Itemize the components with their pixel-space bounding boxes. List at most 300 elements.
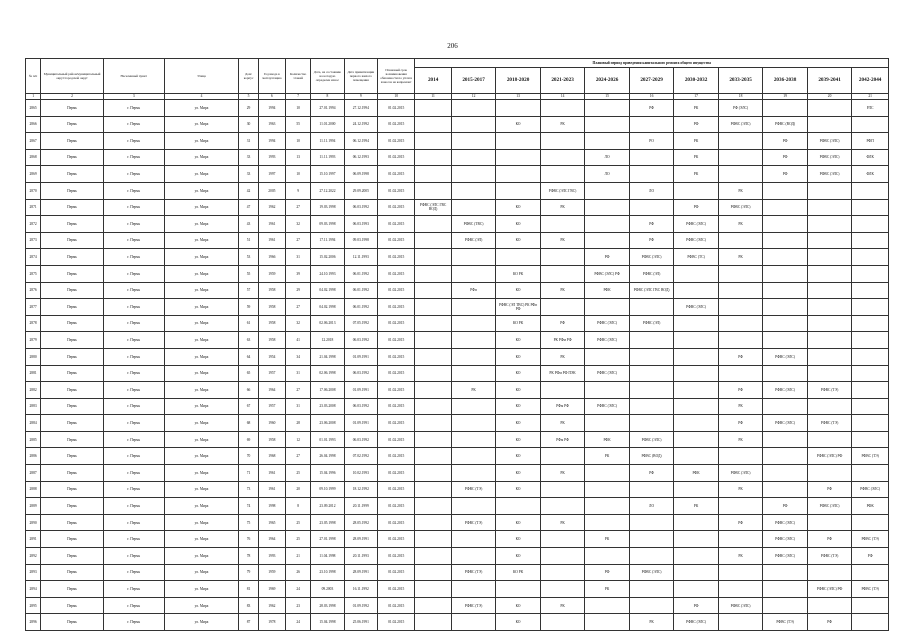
table-row: [26, 614, 889, 631]
table-cell: 28.09.1991: [344, 564, 377, 581]
table-cell: ЛО: [629, 498, 674, 515]
table-cell: 29.09.2005: [344, 182, 377, 199]
table-cell: ул. Мира: [164, 133, 239, 150]
table-cell: [415, 448, 451, 465]
table-cell: г. Пермь: [103, 597, 164, 614]
table-cell: [585, 299, 630, 316]
table-cell: [763, 199, 808, 216]
table-cell: РФВС (ЭЛС): [629, 431, 674, 448]
table-cell: 31: [285, 398, 310, 415]
table-cell: [451, 199, 496, 216]
table-cell: Пермь: [41, 332, 104, 349]
table-cell: [540, 166, 585, 183]
table-cell: 25: [285, 465, 310, 482]
column-header-10: Плановый срок возникновения обязанности по уплате взносов на капремонт: [378, 59, 415, 94]
table-cell: [718, 531, 763, 548]
table-cell: 33: [239, 149, 258, 166]
table-cell: [451, 182, 496, 199]
table-cell: РФВС (ЭЛС): [807, 149, 852, 166]
table-cell: [629, 548, 674, 565]
table-cell: Пермь: [41, 166, 104, 183]
table-cell: РК: [540, 232, 585, 249]
table-cell: ул. Мира: [164, 514, 239, 531]
table-cell: ул. Мира: [164, 149, 239, 166]
table-row: [26, 415, 889, 432]
table-cell: РК: [540, 514, 585, 531]
table-cell: РФ: [674, 597, 719, 614]
table-cell: 24: [285, 581, 310, 598]
table-cell: [763, 299, 808, 316]
table-cell: РФ (ЭЛС): [718, 100, 763, 117]
table-cell: [763, 232, 808, 249]
table-cell: ул. Мира: [164, 365, 239, 382]
table-cell: 1965: [258, 514, 285, 531]
column-header-6: Год ввода в эксплуатацию: [258, 59, 285, 94]
table-cell: 04.02.1998: [311, 299, 344, 316]
table-row: [26, 299, 889, 316]
table-cell: РФВС (ЭЛС): [852, 481, 889, 498]
table-cell: [451, 348, 496, 365]
table-cell: [451, 398, 496, 415]
table-cell: 15.10.1997: [311, 166, 344, 183]
table-cell: [807, 564, 852, 581]
table-cell: [763, 465, 808, 482]
table-row: [26, 249, 889, 266]
table-cell: РФ: [674, 116, 719, 133]
table-cell: [718, 232, 763, 249]
table-cell: [540, 581, 585, 598]
table-cell: [585, 498, 630, 515]
year-header-2042-2044: 2042-2044: [852, 68, 889, 94]
table-cell: [540, 481, 585, 498]
table-cell: Пермь: [41, 299, 104, 316]
table-cell: КО: [496, 332, 541, 349]
year-header-2014: 2014: [415, 68, 451, 94]
table-cell: РФ: [763, 166, 808, 183]
column-number: 21: [852, 94, 889, 100]
table-cell: 10.02.1993: [344, 465, 377, 482]
column-header-4: Улица: [164, 59, 239, 94]
table-cell: 20.11.1999: [344, 498, 377, 515]
table-cell: [415, 299, 451, 316]
table-cell: [807, 265, 852, 282]
table-cell: РК: [674, 166, 719, 183]
table-cell: 1960: [258, 415, 285, 432]
table-cell: РФ: [718, 415, 763, 432]
table-cell: РФВС (ЭЛС): [763, 348, 808, 365]
table-cell: [540, 133, 585, 150]
table-cell: г. Пермь: [103, 265, 164, 282]
table-row: [26, 149, 889, 166]
table-cell: [852, 365, 889, 382]
table-cell: ул. Мира: [164, 465, 239, 482]
table-cell: [585, 597, 630, 614]
table-cell: КО: [496, 465, 541, 482]
table-cell: 12.2018: [311, 332, 344, 349]
table-cell: 01.02.2015: [378, 265, 415, 282]
table-cell: 11.11.1993: [311, 149, 344, 166]
table-cell: [540, 564, 585, 581]
table-cell: 01.01.1993: [311, 431, 344, 448]
year-header-2036-2038: 2036-2038: [763, 68, 808, 94]
table-cell: 29: [285, 282, 310, 299]
table-cell: 23: [285, 597, 310, 614]
table-cell: 2874: [26, 249, 41, 266]
table-cell: ул. Мира: [164, 299, 239, 316]
table-cell: РФВС (ЭЛС): [629, 564, 674, 581]
table-cell: [807, 299, 852, 316]
table-cell: 01.02.2015: [378, 100, 415, 117]
table-cell: Пермь: [41, 116, 104, 133]
table-cell: 43: [239, 216, 258, 233]
table-cell: КО: [496, 531, 541, 548]
table-cell: [674, 431, 719, 448]
table-cell: 06.01.1992: [344, 282, 377, 299]
table-cell: [415, 498, 451, 515]
table-cell: 2887: [26, 465, 41, 482]
table-cell: Пермь: [41, 149, 104, 166]
table-cell: РК РФм РФ ПЭК: [540, 365, 585, 382]
table-row: [26, 431, 889, 448]
table-cell: РФВС (ТЭ): [852, 581, 889, 598]
table-cell: ул. Мира: [164, 398, 239, 415]
table-cell: [674, 365, 719, 382]
table-cell: [629, 348, 674, 365]
table-cell: 27: [285, 199, 310, 216]
table-cell: 1994: [258, 133, 285, 150]
table-cell: 1961: [258, 216, 285, 233]
table-cell: 01.02.2015: [378, 481, 415, 498]
column-header-8: Дата, на состоянию на которую определен износ: [311, 59, 344, 94]
table-cell: г. Пермь: [103, 415, 164, 432]
table-cell: [451, 365, 496, 382]
column-number: 15: [585, 94, 630, 100]
table-cell: г. Пермь: [103, 199, 164, 216]
table-cell: 1961: [258, 465, 285, 482]
table-cell: 1961: [258, 232, 285, 249]
table-cell: РФ: [585, 564, 630, 581]
table-cell: [807, 232, 852, 249]
table-cell: [496, 581, 541, 598]
table-cell: [763, 398, 808, 415]
table-cell: 87: [239, 614, 258, 631]
table-cell: КО: [496, 365, 541, 382]
table-row: [26, 448, 889, 465]
table-cell: 01.02.2015: [378, 133, 415, 150]
table-cell: 31: [239, 133, 258, 150]
table-cell: КО: [496, 282, 541, 299]
table-cell: [763, 431, 808, 448]
table-cell: [585, 216, 630, 233]
table-cell: Пермь: [41, 249, 104, 266]
table-cell: 2891: [26, 531, 41, 548]
table-cell: 2886: [26, 448, 41, 465]
table-cell: ул. Мира: [164, 431, 239, 448]
table-cell: 20.11.1993: [344, 548, 377, 565]
column-number: 18: [718, 94, 763, 100]
table-cell: [852, 398, 889, 415]
table-cell: [718, 265, 763, 282]
table-cell: 2873: [26, 232, 41, 249]
table-cell: Пермь: [41, 232, 104, 249]
table-cell: 10: [285, 166, 310, 183]
table-cell: ЛО: [585, 166, 630, 183]
column-number: 3: [103, 94, 164, 100]
table-cell: РФВС (ЭЛС): [585, 332, 630, 349]
table-cell: ул. Мира: [164, 597, 239, 614]
table-header: [26, 59, 889, 100]
table-cell: РФ: [718, 382, 763, 399]
table-cell: [585, 348, 630, 365]
table-cell: 24.12.1992: [344, 116, 377, 133]
year-header-2027-2029: 2027-2029: [629, 68, 674, 94]
table-cell: [718, 166, 763, 183]
table-cell: РФВС (ТЭ): [451, 481, 496, 498]
table-cell: ул. Мира: [164, 481, 239, 498]
table-cell: 1978: [258, 614, 285, 631]
table-cell: [415, 348, 451, 365]
table-cell: 2869: [26, 166, 41, 183]
table-cell: [674, 348, 719, 365]
table-cell: г. Пермь: [103, 564, 164, 581]
table-cell: Пермь: [41, 382, 104, 399]
table-cell: [540, 382, 585, 399]
table-cell: 59: [239, 299, 258, 316]
table-cell: 25.06.1991: [344, 614, 377, 631]
table-cell: 13: [285, 149, 310, 166]
table-cell: [807, 332, 852, 349]
table-cell: [629, 531, 674, 548]
table-cell: [585, 481, 630, 498]
table-cell: [585, 465, 630, 482]
table-cell: [807, 315, 852, 332]
table-cell: 25: [285, 514, 310, 531]
table-cell: РФВС (ЭЛС): [585, 365, 630, 382]
table-cell: 23.03.2008: [311, 398, 344, 415]
table-cell: 47: [239, 199, 258, 216]
table-cell: [451, 498, 496, 515]
table-cell: [852, 232, 889, 249]
table-cell: г. Пермь: [103, 149, 164, 166]
table-cell: ул. Мира: [164, 581, 239, 598]
table-cell: РФВС (ТЭ): [852, 531, 889, 548]
table-cell: [415, 531, 451, 548]
table-cell: 41: [285, 332, 310, 349]
table-cell: ул. Мира: [164, 348, 239, 365]
table-cell: ФЛК: [852, 166, 889, 183]
table-cell: 2892: [26, 548, 41, 565]
table-cell: [718, 365, 763, 382]
table-cell: ул. Мира: [164, 232, 239, 249]
table-cell: 01.02.2015: [378, 166, 415, 183]
table-cell: РК: [674, 498, 719, 515]
table-cell: [763, 249, 808, 266]
table-cell: КО РК: [496, 265, 541, 282]
table-cell: 2005: [258, 182, 285, 199]
table-cell: 09.10.1999: [311, 481, 344, 498]
table-cell: 1954: [258, 348, 285, 365]
table-cell: Пермь: [41, 564, 104, 581]
table-cell: [496, 498, 541, 515]
table-cell: [451, 448, 496, 465]
table-cell: 01.02.2015: [378, 282, 415, 299]
table-cell: [718, 299, 763, 316]
table-row: [26, 199, 889, 216]
table-cell: 09.2003: [311, 581, 344, 598]
table-cell: г. Пермь: [103, 382, 164, 399]
table-cell: г. Пермь: [103, 232, 164, 249]
column-number: 8: [311, 94, 344, 100]
table-cell: 24.10.1993: [311, 265, 344, 282]
table-cell: 2880: [26, 348, 41, 365]
table-cell: РК: [585, 448, 630, 465]
table-cell: 01.02.2015: [378, 348, 415, 365]
table-cell: [629, 481, 674, 498]
table-cell: Пермь: [41, 265, 104, 282]
table-cell: РФВС (ТЭ): [451, 597, 496, 614]
table-cell: [415, 133, 451, 150]
table-cell: [763, 581, 808, 598]
table-cell: 11.01.2000: [311, 116, 344, 133]
table-cell: 26.04.1998: [311, 448, 344, 465]
table-cell: 01.02.2015: [378, 182, 415, 199]
table-cell: 01.02.2015: [378, 415, 415, 432]
table-cell: 2867: [26, 133, 41, 150]
table-cell: РФ: [585, 249, 630, 266]
table-cell: РЛС: [852, 100, 889, 117]
table-cell: КО: [496, 548, 541, 565]
table-cell: 65: [239, 365, 258, 382]
table-cell: [585, 382, 630, 399]
column-number: 13: [496, 94, 541, 100]
table-cell: РФВС (ЭЛС): [807, 498, 852, 515]
column-number: 6: [258, 94, 285, 100]
table-cell: РФВС (ЭЛС): [763, 382, 808, 399]
table-cell: [718, 332, 763, 349]
table-cell: г. Пермь: [103, 282, 164, 299]
table-cell: РК: [540, 116, 585, 133]
table-cell: 1958: [258, 431, 285, 448]
table-cell: 01.02.2015: [378, 548, 415, 565]
column-number: 20: [807, 94, 852, 100]
table-cell: 2883: [26, 398, 41, 415]
table-cell: [415, 265, 451, 282]
table-row: [26, 564, 889, 581]
table-cell: [415, 465, 451, 482]
table-cell: г. Пермь: [103, 315, 164, 332]
table-cell: [852, 182, 889, 199]
table-cell: [629, 382, 674, 399]
table-cell: 15.04.1998: [311, 614, 344, 631]
table-cell: [763, 332, 808, 349]
table-cell: [674, 182, 719, 199]
table-cell: [585, 548, 630, 565]
plan-period-header: Плановый период проведения капитального ремонта общего имущества: [415, 59, 889, 68]
table-cell: 01.02.2015: [378, 431, 415, 448]
table-cell: 27.12.1994: [344, 100, 377, 117]
table-row: [26, 548, 889, 565]
table-cell: [852, 465, 889, 482]
table-cell: [807, 216, 852, 233]
table-cell: [763, 365, 808, 382]
table-cell: РК: [718, 431, 763, 448]
table-cell: [415, 216, 451, 233]
table-cell: Пермь: [41, 614, 104, 631]
table-cell: 06.03.1992: [344, 431, 377, 448]
table-cell: Пермь: [41, 100, 104, 117]
table-cell: г. Пермь: [103, 182, 164, 199]
table-cell: РК: [585, 581, 630, 598]
table-cell: г. Пермь: [103, 133, 164, 150]
table-row: [26, 232, 889, 249]
table-cell: 2876: [26, 282, 41, 299]
table-cell: ул. Мира: [164, 166, 239, 183]
table-cell: 2875: [26, 265, 41, 282]
table-cell: [763, 315, 808, 332]
table-cell: [763, 265, 808, 282]
table-cell: 21: [285, 548, 310, 565]
table-cell: [415, 232, 451, 249]
table-cell: 67: [239, 398, 258, 415]
table-cell: РК: [540, 348, 585, 365]
table-cell: [415, 614, 451, 631]
table-cell: 1962: [258, 199, 285, 216]
table-cell: РФ: [763, 133, 808, 150]
table-cell: [852, 332, 889, 349]
table-cell: 01.02.2015: [378, 232, 415, 249]
table-cell: 11.11.1994: [311, 133, 344, 150]
table-cell: 1958: [258, 315, 285, 332]
table-cell: 53: [239, 249, 258, 266]
table-cell: ул. Мира: [164, 249, 239, 266]
table-cell: РК: [718, 216, 763, 233]
table-cell: РФВС (ВОД): [763, 116, 808, 133]
table-cell: 2893: [26, 564, 41, 581]
table-cell: 70: [239, 448, 258, 465]
table-cell: г. Пермь: [103, 116, 164, 133]
table-cell: 01.02.2015: [378, 315, 415, 332]
table-cell: РФВС (ТЭ): [852, 448, 889, 465]
table-cell: [496, 149, 541, 166]
table-cell: 51: [239, 232, 258, 249]
table-cell: 8: [285, 498, 310, 515]
table-cell: РФ: [763, 498, 808, 515]
table-cell: 06.12.1994: [344, 133, 377, 150]
column-number: 12: [451, 94, 496, 100]
table-cell: [674, 581, 719, 598]
table-cell: [540, 100, 585, 117]
column-header-7: Количество этажей: [285, 59, 310, 94]
column-number: 19: [763, 94, 808, 100]
table-cell: 20: [285, 481, 310, 498]
column-number: 2: [41, 94, 104, 100]
table-cell: [852, 514, 889, 531]
table-cell: 83: [239, 597, 258, 614]
table-cell: ул. Мира: [164, 265, 239, 282]
column-number: 17: [674, 94, 719, 100]
header-row-1: [26, 59, 889, 68]
table-cell: Пермь: [41, 199, 104, 216]
table-cell: РК: [674, 100, 719, 117]
table-cell: 15.02.2006: [311, 249, 344, 266]
table-cell: [852, 249, 889, 266]
column-header-2: Муниципальный район/муниципальный округ/городской округ: [41, 59, 104, 94]
table-cell: КО: [496, 514, 541, 531]
table-cell: [674, 315, 719, 332]
table-row: [26, 133, 889, 150]
table-cell: [629, 597, 674, 614]
table-cell: РК: [718, 398, 763, 415]
